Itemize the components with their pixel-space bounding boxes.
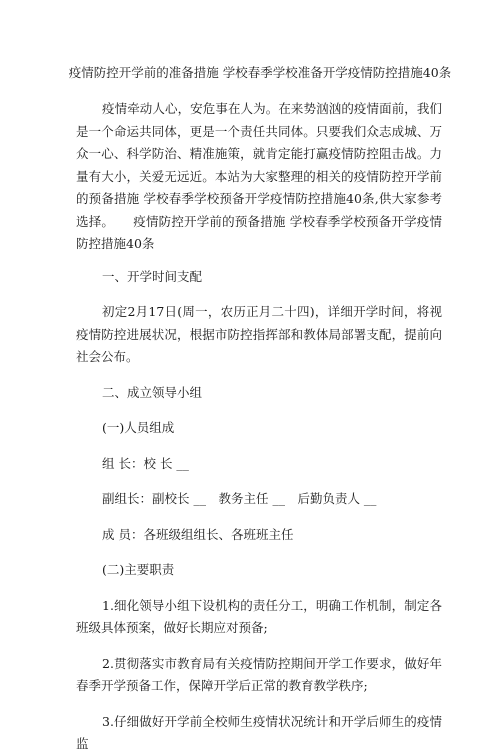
member-staff: 成 员：各班级组组长、各班班主任 xyxy=(102,526,294,542)
document-body xyxy=(76,98,442,756)
document-title: 疫情防控开学前的准备措施 学校春季学校准备开学疫情防控措施40条 xyxy=(68,65,452,80)
subsection-heading-duties: (二)主要职责 xyxy=(102,562,175,577)
section-heading-schedule: 一、开学时间支配 xyxy=(102,268,203,284)
subsection-heading-members: (一)人员组成 xyxy=(102,420,175,435)
intro-paragraph: 疫情牵动人心，安危事在人为。在来势汹汹的疫情面前，我们是一个命运共同体，更是一个责任共同体。只要我们众志成城、万众一心、科学防治、精准施策，就肯定能打赢疫情防控阻击战。力量有大小，关爱无远近。本站为大家整理的相关的疫情防控开学前的预备措施 学校春季学校预备开学疫情防控措施40条,供大家参考选择。 疫情防控开学前的预备措施 学校春季学校预备开学疫情防控措施40条 xyxy=(76,101,442,251)
member-deputy: 副组长：副校长 __ 教务主任 __ 后勤负责人 __ xyxy=(102,491,377,506)
member-leader: 组 长：校 长 __ xyxy=(102,455,189,471)
duty-item-3: 3.仔细做好开学前全校师生疫情状况统计和开学后师生的疫情监 xyxy=(76,713,442,751)
section-heading-leadership: 二、成立领导小组 xyxy=(102,384,203,400)
duty-item-2: 2.贯彻落实市教育局有关疫情防控期间开学工作要求，做好年春季开学预备工作，保障开学后正常的教育教学秩序; xyxy=(76,655,442,693)
duty-item-1: 1.细化领导小组下设机构的责任分工，明确工作机制，制定各班级具体预案，做好长期应对预备; xyxy=(76,597,442,635)
schedule-paragraph: 初定2月17日(周一，农历正月二十四)，详细开学时间，将视疫情防控进展状况，根据市防控指挥部和教体局部署支配，提前向社会公布。 xyxy=(76,304,442,364)
